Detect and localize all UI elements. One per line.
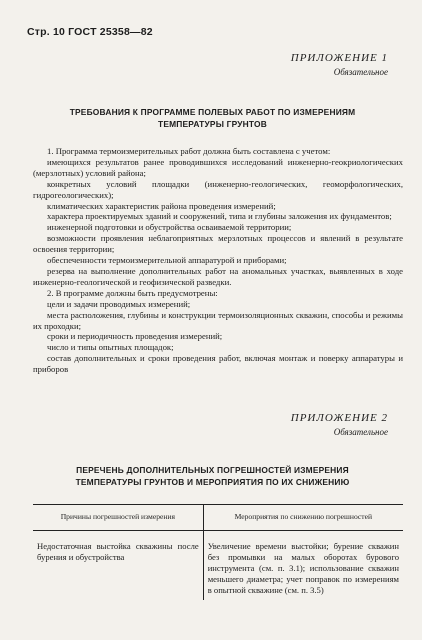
paragraph: состав дополнительных и сроки проведения работ, включая монтаж и поверку аппаратуры и приборов — [33, 353, 403, 375]
appendix-2-title: ПРИЛОЖЕНИЕ 2 — [290, 412, 388, 424]
paragraph: имеющихся результатов ранее проводившихся исследований инженерно-геокриологических (мерзлотных) условий района; — [33, 156, 403, 178]
page-header: Стр. 10 ГОСТ 25358—82 — [27, 26, 153, 38]
paragraph: климатических характеристик района проведения измерений; — [47, 200, 276, 211]
paragraph: цели и задачи проводимых измерений; — [47, 298, 191, 309]
column-header-measures: Мероприятия по снижению погрешностей — [203, 505, 403, 531]
section-1-heading-line: ТЕМПЕРАТУРЫ ГРУНТОВ — [158, 119, 267, 129]
appendix-1-label — [291, 52, 388, 77]
paragraph: места расположения, глубины и конструкции термоизоляционных скважин, способы и режимы их проходки; — [33, 309, 403, 331]
measures-text: Увеличение времени выстойки; бурение скважин без промывки на малых оборотах бурового инструмента (см. п. 3.1); использование скважин меньшего диаметра; учет поправок по измерениям в опытной скважине (см. п. 3.5) — [207, 541, 399, 595]
paragraph: конкретных условий площадки (инженерно-геологических, геоморфологических, гидрогеологических); — [33, 178, 403, 200]
errors-table — [33, 504, 403, 600]
appendix-2-subtitle: Обязательное — [333, 427, 388, 437]
table-header-row — [33, 505, 403, 531]
paragraph: число и типы опытных площадок; — [47, 342, 174, 353]
table-cell-measures — [203, 531, 403, 601]
paragraph: возможности проявления неблагоприятных мерзлотных процессов и явлений в результате освоения территории; — [33, 233, 403, 255]
paragraph: 2. В программе должны быть предусмотрены: — [47, 287, 218, 298]
section-2-heading-line: ПЕРЕЧЕНЬ ДОПОЛНИТЕЛЬНЫХ ПОГРЕШНОСТЕЙ ИЗМЕРЕНИЯ — [76, 465, 349, 475]
section-1-body — [33, 146, 403, 375]
paragraph: 1. Программа термоизмерительных работ должна быть составлена с учетом: — [47, 146, 331, 156]
paragraph: обеспеченности термоизмерительной аппаратурой и приборами; — [47, 255, 287, 266]
section-2-heading — [40, 464, 385, 488]
paragraph: характера проектируемых зданий и сооружений, типа и глубины заложения их фундаментов; — [47, 211, 392, 222]
paragraph: резерва на выполнение дополнительных работ на аномальных участках, выявленных в ходе инженерно-геологической и геофизической разведки. — [33, 265, 403, 287]
paragraph: сроки и периодичность проведения измерений; — [47, 331, 223, 342]
appendix-1-title: ПРИЛОЖЕНИЕ 1 — [290, 52, 388, 64]
appendix-2-label — [291, 412, 388, 437]
paragraph: инженерной подготовки и обустройства осваиваемой территории; — [47, 222, 292, 233]
column-header-causes: Причины погрешностей измерения — [33, 505, 203, 531]
section-1-heading — [40, 106, 385, 130]
appendix-1-subtitle: Обязательное — [333, 67, 388, 77]
section-2-heading-line: ТЕМПЕРАТУРЫ ГРУНТОВ И МЕРОПРИЯТИЯ ПО ИХ СНИЖЕНИЮ — [75, 477, 350, 487]
cause-text: Недостаточная выстойка скважины после бурения и обустройства — [37, 541, 199, 562]
table-cell-cause — [33, 531, 203, 601]
table-row — [33, 531, 403, 601]
section-1-heading-line: ТРЕБОВАНИЯ К ПРОГРАММЕ ПОЛЕВЫХ РАБОТ ПО ИЗМЕРЕНИЯМ — [69, 107, 356, 117]
